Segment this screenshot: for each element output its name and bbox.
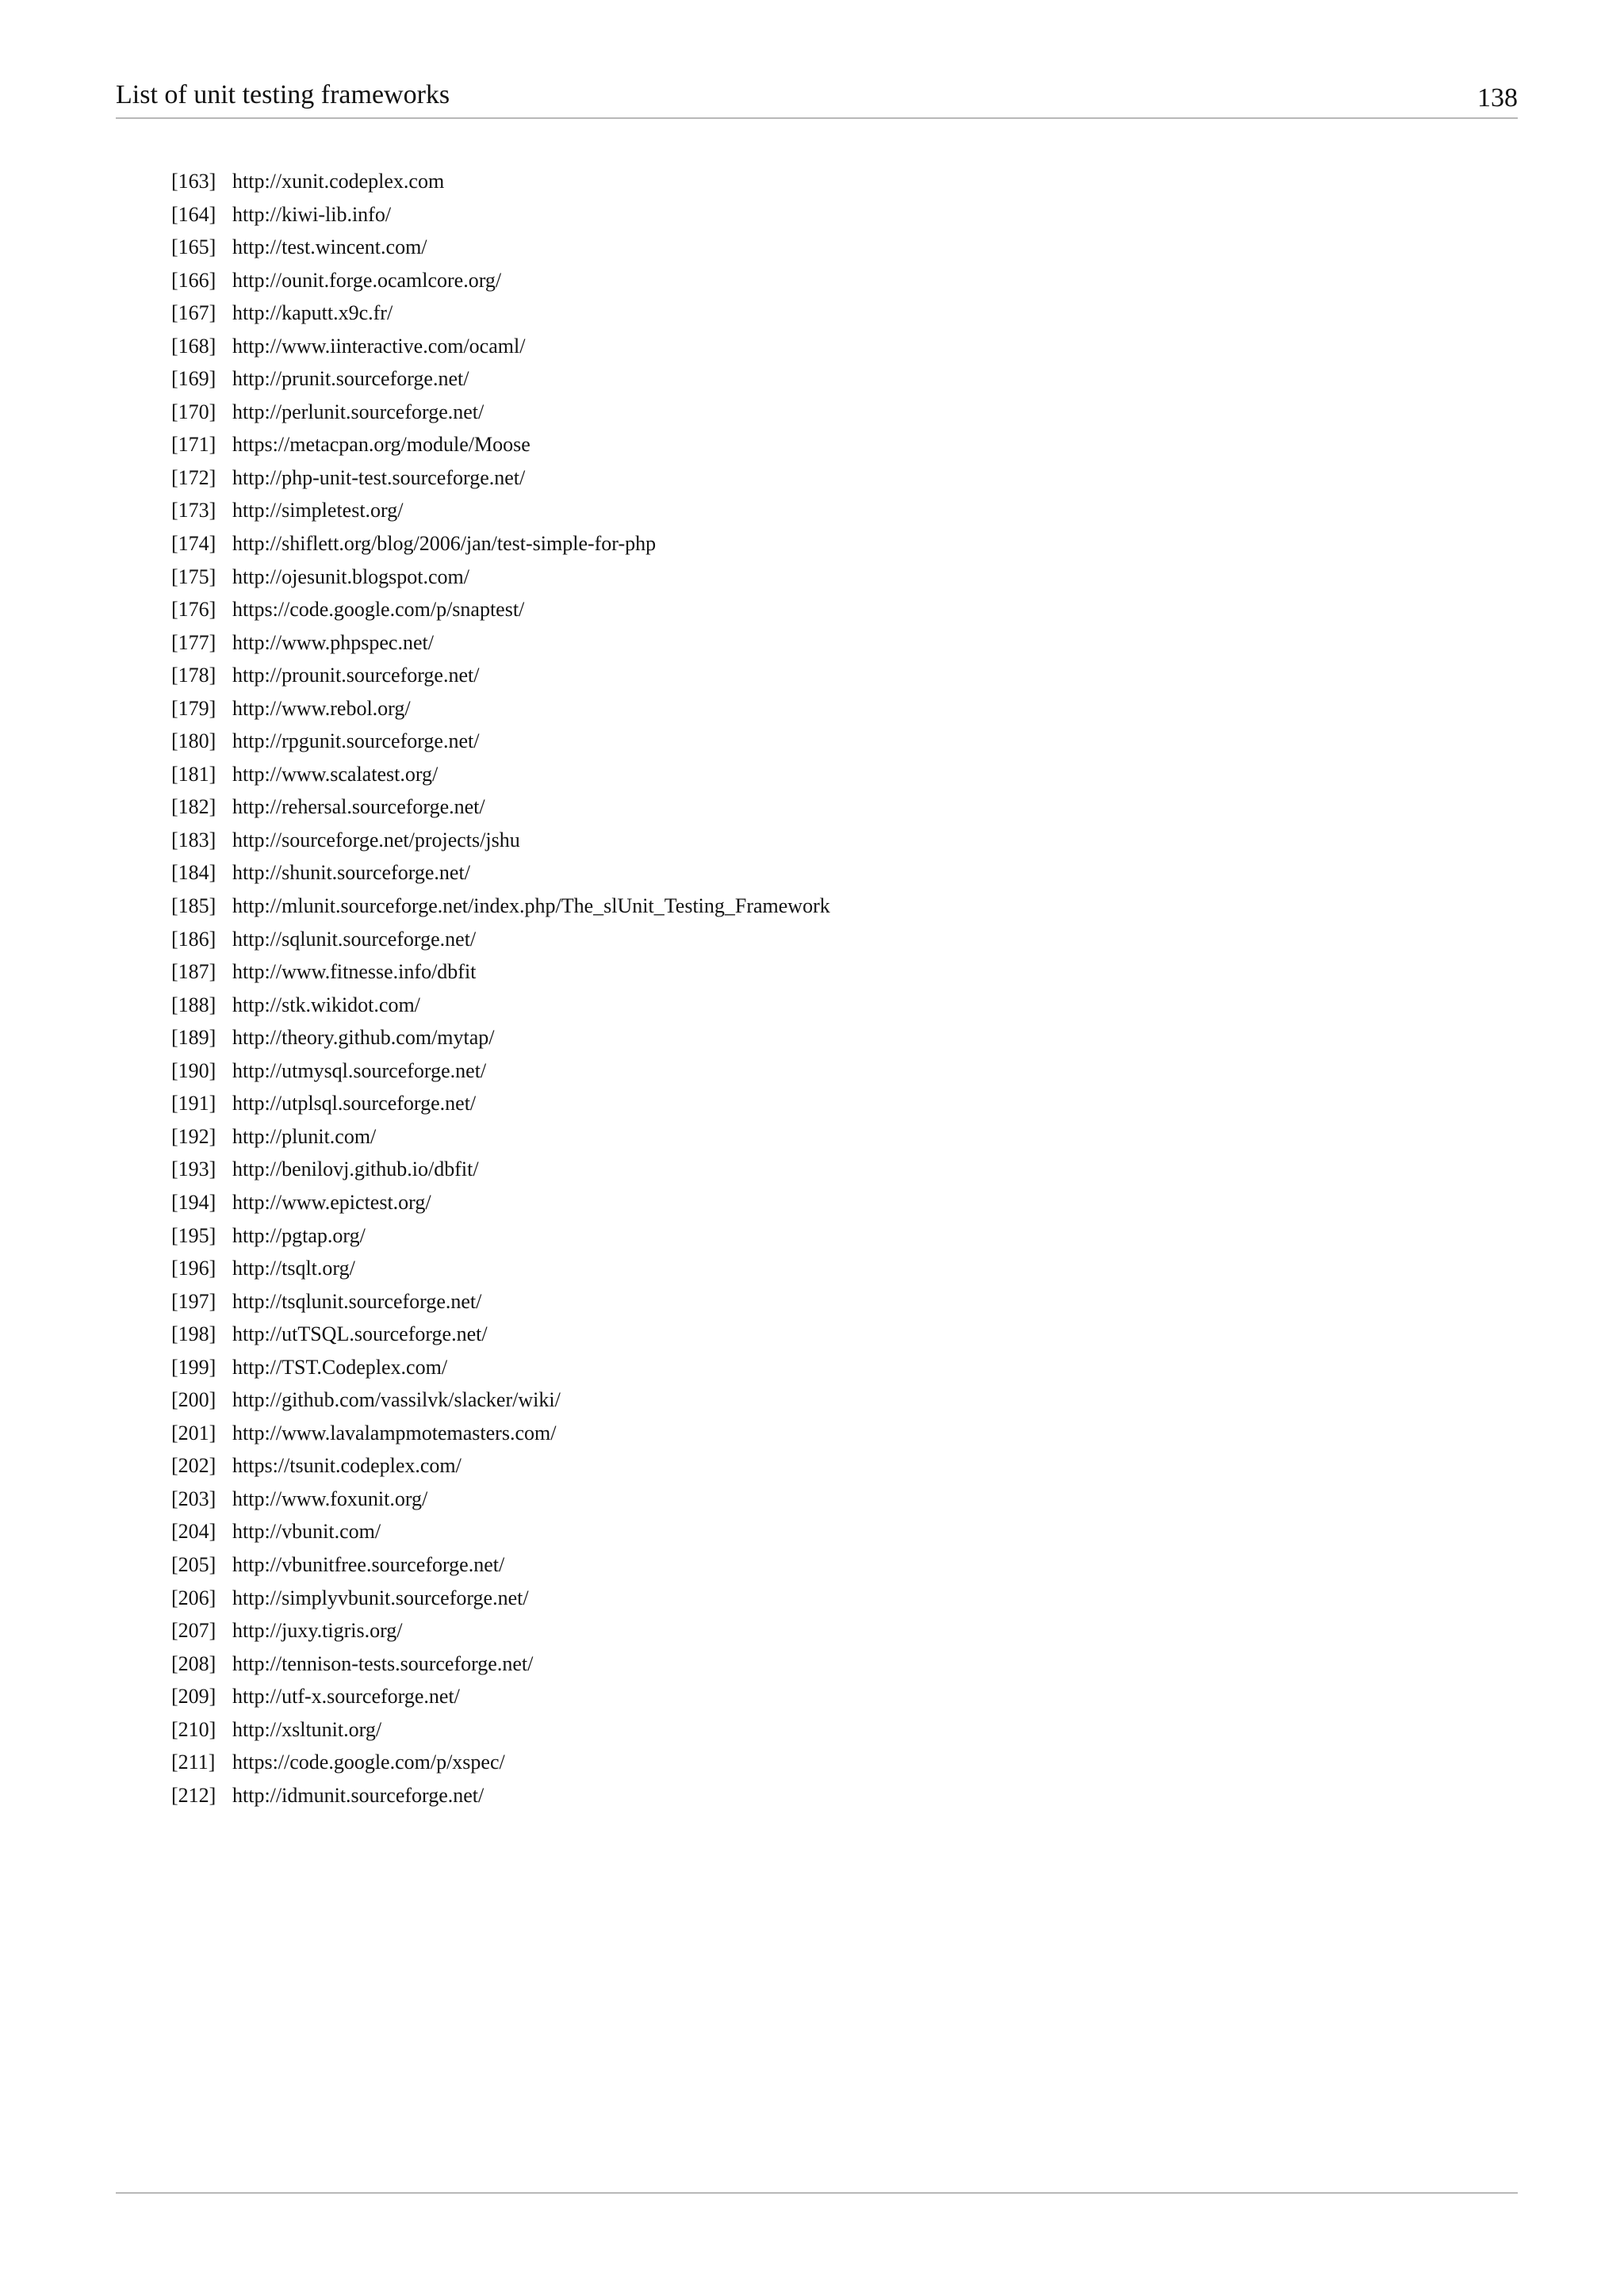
reference-link[interactable]: http://rehersal.sourceforge.net/	[232, 795, 485, 819]
reference-number: [190]	[171, 1058, 216, 1082]
reference-list	[171, 165, 1440, 1812]
reference-item	[171, 1285, 1440, 1318]
reference-item	[171, 725, 1440, 758]
reference-number: [198]	[171, 1322, 216, 1346]
reference-item	[171, 626, 1440, 660]
reference-link[interactable]: http://sqlunit.sourceforge.net/	[232, 927, 477, 951]
reference-item	[171, 1417, 1440, 1450]
reference-number: [205]	[171, 1552, 216, 1576]
reference-link[interactable]: http://test.wincent.com/	[232, 235, 427, 259]
reference-number: [187]	[171, 960, 216, 984]
reference-link[interactable]: https://metacpan.org/module/Moose	[232, 433, 530, 457]
reference-number: [170]	[171, 400, 216, 423]
reference-item	[171, 1219, 1440, 1253]
reference-number: [206]	[171, 1586, 216, 1609]
reference-item	[171, 1680, 1440, 1713]
reference-link[interactable]: http://www.fitnesse.info/dbfit	[232, 960, 477, 984]
reference-link[interactable]: http://www.epictest.org/	[232, 1190, 431, 1214]
reference-link[interactable]: http://juxy.tigris.org/	[232, 1619, 403, 1643]
reference-item	[171, 989, 1440, 1022]
reference-number: [188]	[171, 993, 216, 1016]
reference-link[interactable]: http://vbunit.com/	[232, 1520, 381, 1544]
reference-link[interactable]: https://tsunit.codeplex.com/	[232, 1454, 462, 1478]
reference-link[interactable]: http://www.iinteractive.com/ocaml/	[232, 334, 526, 358]
reference-link[interactable]: http://tennison-tests.sourceforge.net/	[232, 1651, 534, 1675]
reference-link[interactable]: http://pgtap.org/	[232, 1223, 366, 1247]
reference-item	[171, 1449, 1440, 1483]
reference-link[interactable]: http://shiflett.org/blog/2006/jan/test-simple-for-php	[232, 532, 657, 556]
reference-number: [200]	[171, 1388, 216, 1412]
reference-link[interactable]: http://xsltunit.org/	[232, 1717, 382, 1741]
reference-link[interactable]: http://utmysql.sourceforge.net/	[232, 1058, 487, 1082]
reference-number: [173]	[171, 499, 216, 522]
reference-number: [178]	[171, 664, 216, 687]
reference-item	[171, 1779, 1440, 1812]
reference-link[interactable]: http://idmunit.sourceforge.net/	[232, 1783, 485, 1807]
reference-item	[171, 165, 1440, 198]
reference-link[interactable]: http://utTSQL.sourceforge.net/	[232, 1322, 488, 1346]
reference-number: [203]	[171, 1487, 216, 1510]
reference-item	[171, 1252, 1440, 1285]
reference-number: [208]	[171, 1651, 216, 1675]
reference-item	[171, 1318, 1440, 1351]
reference-number: [212]	[171, 1783, 216, 1807]
reference-link[interactable]: http://TST.Codeplex.com/	[232, 1355, 448, 1379]
reference-number: [165]	[171, 235, 216, 259]
page-number: 138	[1477, 83, 1518, 113]
reference-number: [211]	[171, 1751, 216, 1774]
reference-number: [184]	[171, 861, 216, 885]
reference-link[interactable]: http://perlunit.sourceforge.net/	[232, 400, 485, 423]
reference-number: [182]	[171, 795, 216, 819]
reference-link[interactable]: https://code.google.com/p/xspec/	[232, 1751, 505, 1774]
reference-number: [209]	[171, 1685, 216, 1709]
reference-link[interactable]: http://www.scalatest.org/	[232, 762, 439, 786]
reference-number: [197]	[171, 1289, 216, 1313]
reference-number: [163]	[171, 170, 216, 193]
reference-number: [181]	[171, 762, 216, 786]
reference-number: [167]	[171, 301, 216, 325]
reference-link[interactable]: http://ounit.forge.ocamlcore.org/	[232, 268, 502, 292]
reference-number: [172]	[171, 465, 216, 489]
reference-item	[171, 1351, 1440, 1384]
reference-link[interactable]: http://shunit.sourceforge.net/	[232, 861, 470, 885]
reference-number: [166]	[171, 268, 216, 292]
reference-item	[171, 461, 1440, 495]
reference-link[interactable]: http://utf-x.sourceforge.net/	[232, 1685, 460, 1709]
reference-item	[171, 362, 1440, 396]
reference-number: [194]	[171, 1190, 216, 1214]
reference-item	[171, 1383, 1440, 1417]
reference-number: [169]	[171, 367, 216, 391]
reference-link[interactable]: http://benilovj.github.io/dbfit/	[232, 1158, 479, 1181]
reference-item	[171, 330, 1440, 363]
reference-link[interactable]: http://ojesunit.blogspot.com/	[232, 564, 469, 588]
reference-link[interactable]: http://php-unit-test.sourceforge.net/	[232, 465, 526, 489]
reference-item	[171, 923, 1440, 956]
reference-item	[171, 1021, 1440, 1054]
reference-link[interactable]: http://sourceforge.net/projects/jshu	[232, 828, 520, 851]
reference-link[interactable]: http://prunit.sourceforge.net/	[232, 367, 469, 391]
reference-item	[171, 1713, 1440, 1747]
reference-number: [175]	[171, 564, 216, 588]
reference-number: [168]	[171, 334, 216, 358]
reference-number: [193]	[171, 1158, 216, 1181]
reference-item	[171, 890, 1440, 923]
reference-number: [177]	[171, 630, 216, 654]
reference-number: [191]	[171, 1092, 216, 1115]
reference-number: [179]	[171, 696, 216, 720]
reference-link[interactable]: http://tsqlunit.sourceforge.net/	[232, 1289, 482, 1313]
reference-link[interactable]: http://simpletest.org/	[232, 499, 404, 522]
reference-link[interactable]: http://kaputt.x9c.fr/	[232, 301, 393, 325]
reference-link[interactable]: http://mlunit.sourceforge.net/index.php/The_slUnit_Testing_Framework	[232, 894, 830, 918]
reference-item	[171, 1548, 1440, 1582]
reference-link[interactable]: http://tsqlt.org/	[232, 1257, 355, 1280]
reference-number: [164]	[171, 202, 216, 226]
reference-item	[171, 428, 1440, 461]
footer-rule	[116, 2192, 1518, 2194]
reference-link[interactable]: http://stk.wikidot.com/	[232, 993, 420, 1016]
reference-number: [195]	[171, 1223, 216, 1247]
reference-link[interactable]: http://rpgunit.sourceforge.net/	[232, 729, 480, 753]
reference-item	[171, 824, 1440, 857]
reference-link[interactable]: http://xunit.codeplex.com	[232, 170, 445, 193]
reference-link[interactable]: http://simplyvbunit.sourceforge.net/	[232, 1586, 529, 1609]
reference-item	[171, 1153, 1440, 1186]
reference-item	[171, 790, 1440, 824]
reference-item	[171, 1515, 1440, 1548]
reference-link[interactable]: http://vbunitfree.sourceforge.net/	[232, 1552, 505, 1576]
reference-number: [180]	[171, 729, 216, 753]
reference-number: [186]	[171, 927, 216, 951]
reference-item	[171, 494, 1440, 527]
reference-link[interactable]: http://theory.github.com/mytap/	[232, 1026, 495, 1050]
page-title: List of unit testing frameworks	[116, 80, 450, 109]
reference-number: [204]	[171, 1520, 216, 1544]
reference-number: [176]	[171, 598, 216, 622]
reference-item	[171, 1746, 1440, 1779]
reference-link[interactable]: http://prounit.sourceforge.net/	[232, 664, 480, 687]
reference-item	[171, 561, 1440, 594]
reference-item	[171, 264, 1440, 297]
reference-number: [210]	[171, 1717, 216, 1741]
reference-item	[171, 231, 1440, 264]
reference-link[interactable]: http://www.rebol.org/	[232, 696, 411, 720]
reference-number: [189]	[171, 1026, 216, 1050]
reference-link[interactable]: http://kiwi-lib.info/	[232, 202, 392, 226]
reference-item	[171, 1582, 1440, 1615]
reference-link[interactable]: https://code.google.com/p/snaptest/	[232, 598, 525, 622]
reference-item	[171, 659, 1440, 692]
reference-item	[171, 758, 1440, 791]
reference-number: [183]	[171, 828, 216, 851]
reference-link[interactable]: http://plunit.com/	[232, 1124, 377, 1148]
reference-number: [196]	[171, 1257, 216, 1280]
reference-item	[171, 1054, 1440, 1088]
reference-number: [199]	[171, 1355, 216, 1379]
reference-number: [207]	[171, 1619, 216, 1643]
reference-item	[171, 692, 1440, 725]
reference-number: [174]	[171, 532, 216, 556]
reference-number: [201]	[171, 1421, 216, 1445]
reference-number: [185]	[171, 894, 216, 918]
reference-number: [171]	[171, 433, 216, 457]
reference-link[interactable]: http://www.phpspec.net/	[232, 630, 434, 654]
reference-item	[171, 1120, 1440, 1154]
reference-item	[171, 1483, 1440, 1516]
page-header	[116, 76, 1518, 119]
reference-item	[171, 1186, 1440, 1219]
reference-item	[171, 955, 1440, 989]
reference-item	[171, 856, 1440, 890]
reference-item	[171, 527, 1440, 561]
reference-link[interactable]: http://github.com/vassilvk/slacker/wiki/	[232, 1388, 561, 1412]
reference-item	[171, 396, 1440, 429]
reference-item	[171, 1087, 1440, 1120]
reference-item	[171, 1614, 1440, 1647]
reference-number: [192]	[171, 1124, 216, 1148]
reference-item	[171, 1647, 1440, 1681]
reference-item	[171, 593, 1440, 626]
reference-number: [202]	[171, 1454, 216, 1478]
reference-link[interactable]: http://www.lavalampmotemasters.com/	[232, 1421, 557, 1445]
reference-link[interactable]: http://utplsql.sourceforge.net/	[232, 1092, 477, 1115]
reference-link[interactable]: http://www.foxunit.org/	[232, 1487, 428, 1510]
reference-item	[171, 297, 1440, 330]
reference-item	[171, 198, 1440, 232]
